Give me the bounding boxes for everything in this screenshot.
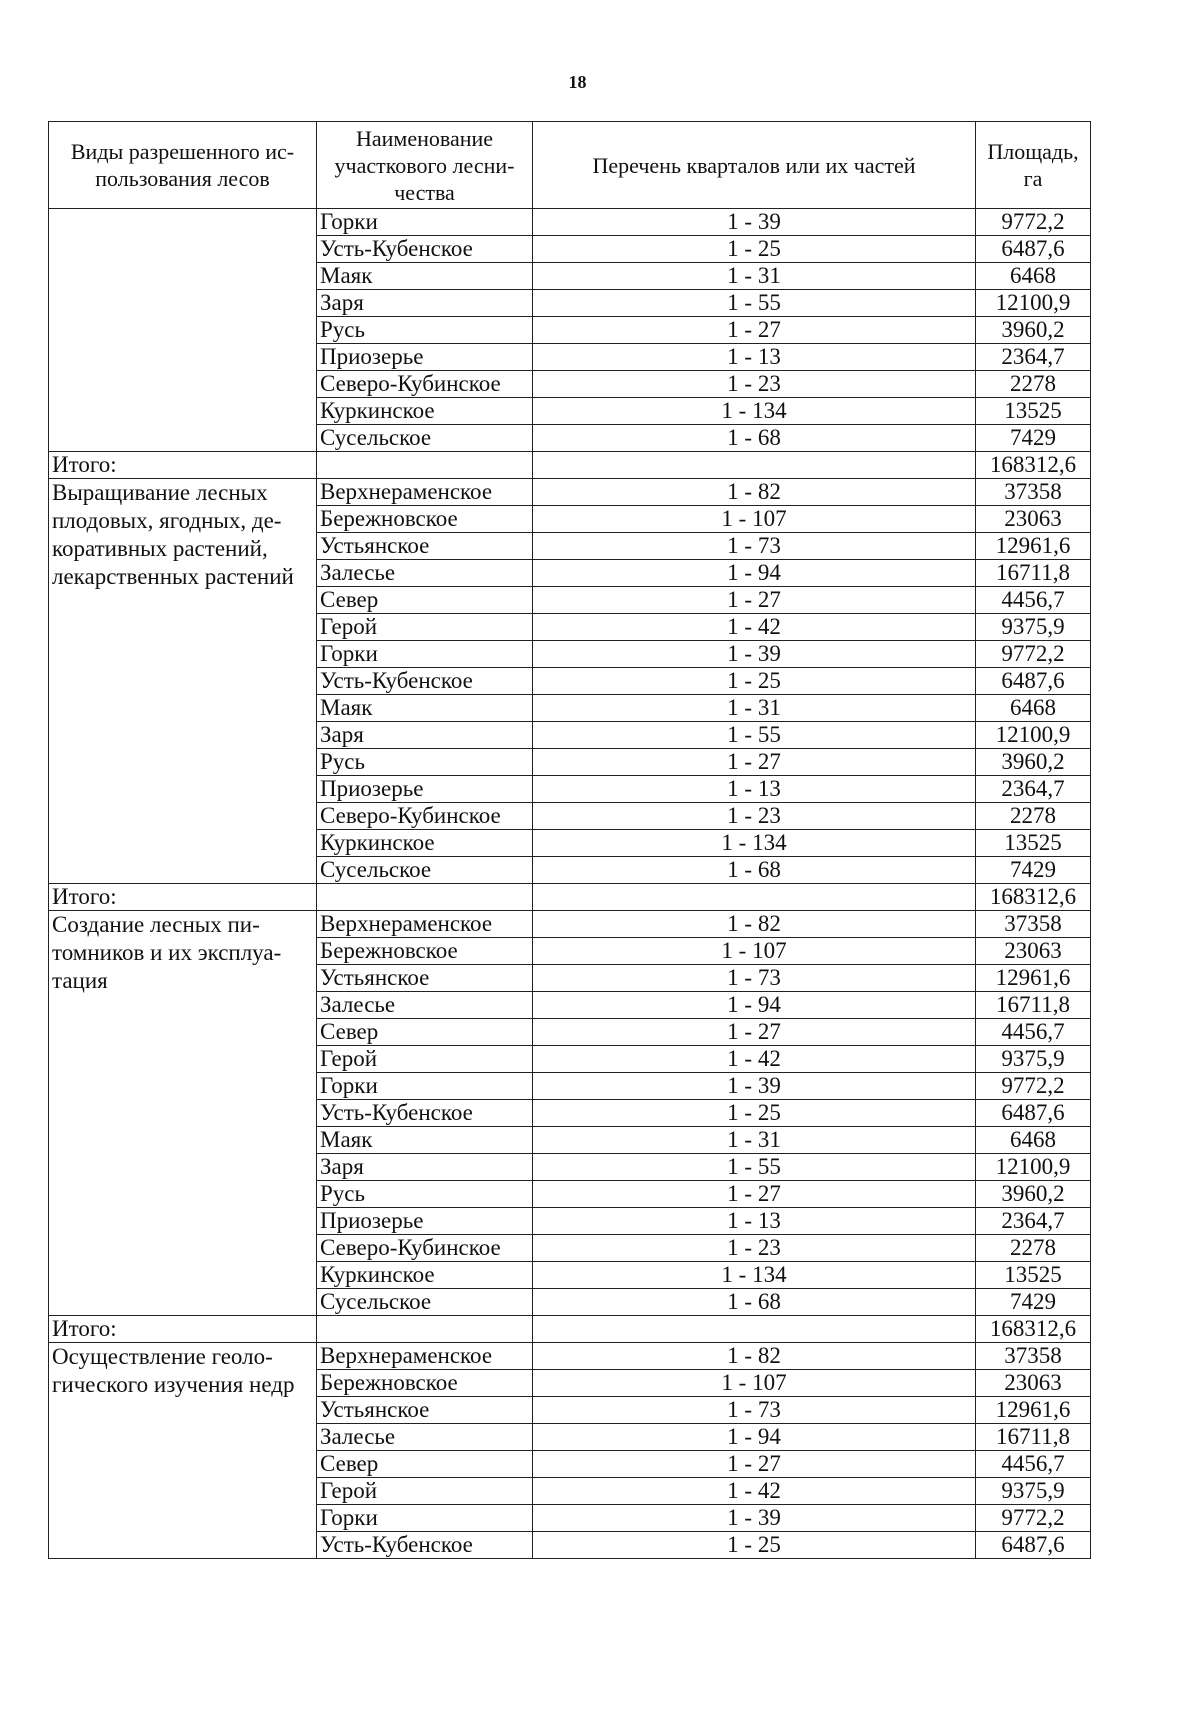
forestry-name-cell: Приозерье (317, 344, 533, 371)
forestry-name-cell: Маяк (317, 263, 533, 290)
total-row (49, 452, 1091, 479)
quarters-cell: 1 - 25 (533, 668, 976, 695)
quarters-cell: 1 - 25 (533, 236, 976, 263)
forestry-name-cell: Заря (317, 1154, 533, 1181)
area-cell: 4456,7 (976, 1019, 1091, 1046)
forestry-name-cell: Залесье (317, 560, 533, 587)
quarters-cell: 1 - 27 (533, 1181, 976, 1208)
quarters-cell: 1 - 55 (533, 722, 976, 749)
forestry-name-cell: Русь (317, 1181, 533, 1208)
quarters-cell: 1 - 13 (533, 1208, 976, 1235)
forestry-name-cell: Устьянское (317, 533, 533, 560)
quarters-cell: 1 - 39 (533, 1505, 976, 1532)
quarters-cell: 1 - 27 (533, 749, 976, 776)
area-cell: 6487,6 (976, 1100, 1091, 1127)
quarters-cell: 1 - 73 (533, 1397, 976, 1424)
quarters-cell: 1 - 39 (533, 209, 976, 236)
area-cell: 6487,6 (976, 1532, 1091, 1559)
table-body (49, 209, 1091, 1559)
area-cell: 2364,7 (976, 344, 1091, 371)
forestry-name-cell: Залесье (317, 1424, 533, 1451)
header-area: Площадь, га (976, 122, 1091, 209)
area-cell: 2278 (976, 803, 1091, 830)
area-cell: 9375,9 (976, 1046, 1091, 1073)
area-cell: 16711,8 (976, 1424, 1091, 1451)
forestry-name-cell: Приозерье (317, 1208, 533, 1235)
quarters-cell: 1 - 55 (533, 290, 976, 317)
area-cell: 3960,2 (976, 1181, 1091, 1208)
total-area-cell: 168312,6 (976, 884, 1091, 911)
area-cell: 9772,2 (976, 1505, 1091, 1532)
quarters-cell: 1 - 13 (533, 344, 976, 371)
header-quarters: Перечень кварталов или их частей (533, 122, 976, 209)
forestry-name-cell: Север (317, 1019, 533, 1046)
area-cell: 6468 (976, 695, 1091, 722)
quarters-cell: 1 - 134 (533, 1262, 976, 1289)
forestry-name-cell: Устьянское (317, 965, 533, 992)
quarters-cell: 1 - 107 (533, 938, 976, 965)
forestry-name-cell: Куркинское (317, 830, 533, 857)
forestry-name-cell: Сусельское (317, 425, 533, 452)
area-cell: 37358 (976, 1343, 1091, 1370)
use-type-cell (49, 209, 317, 452)
area-cell: 12961,6 (976, 1397, 1091, 1424)
forestry-name-cell: Герой (317, 1046, 533, 1073)
forestry-name-cell: Бережновское (317, 506, 533, 533)
forestry-name-cell: Приозерье (317, 776, 533, 803)
forestry-name-cell: Маяк (317, 695, 533, 722)
area-cell: 13525 (976, 398, 1091, 425)
empty-cell (317, 452, 533, 479)
total-label: Итого: (49, 452, 317, 479)
area-cell: 2364,7 (976, 1208, 1091, 1235)
empty-cell (533, 884, 976, 911)
area-cell: 12961,6 (976, 533, 1091, 560)
quarters-cell: 1 - 27 (533, 1019, 976, 1046)
forestry-name-cell: Верхнераменское (317, 1343, 533, 1370)
quarters-cell: 1 - 42 (533, 1046, 976, 1073)
quarters-cell: 1 - 68 (533, 857, 976, 884)
area-cell: 2278 (976, 371, 1091, 398)
total-area-cell: 168312,6 (976, 1316, 1091, 1343)
area-cell: 7429 (976, 425, 1091, 452)
forestry-name-cell: Куркинское (317, 398, 533, 425)
total-label: Итого: (49, 1316, 317, 1343)
quarters-cell: 1 - 25 (533, 1532, 976, 1559)
use-type-cell: Осуществление геоло-гического изучения недр (49, 1343, 317, 1559)
area-cell: 23063 (976, 1370, 1091, 1397)
forestry-name-cell: Горки (317, 209, 533, 236)
area-cell: 4456,7 (976, 1451, 1091, 1478)
forestry-name-cell: Бережновское (317, 938, 533, 965)
page-number: 18 (568, 72, 587, 92)
forestry-name-cell: Заря (317, 290, 533, 317)
forestry-name-cell: Верхнераменское (317, 911, 533, 938)
area-cell: 37358 (976, 911, 1091, 938)
quarters-cell: 1 - 107 (533, 1370, 976, 1397)
quarters-cell: 1 - 94 (533, 1424, 976, 1451)
quarters-cell: 1 - 27 (533, 587, 976, 614)
forestry-name-cell: Маяк (317, 1127, 533, 1154)
area-cell: 3960,2 (976, 317, 1091, 344)
quarters-cell: 1 - 42 (533, 614, 976, 641)
quarters-cell: 1 - 134 (533, 398, 976, 425)
table-row (49, 1343, 1091, 1370)
area-cell: 6487,6 (976, 668, 1091, 695)
area-cell: 9375,9 (976, 1478, 1091, 1505)
area-cell: 3960,2 (976, 749, 1091, 776)
quarters-cell: 1 - 73 (533, 965, 976, 992)
empty-cell (533, 452, 976, 479)
use-type-cell: Выращивание лесных плодовых, ягодных, де-коративных растений, лекарственных растений (49, 479, 317, 884)
area-cell: 6468 (976, 263, 1091, 290)
total-row (49, 1316, 1091, 1343)
quarters-cell: 1 - 73 (533, 533, 976, 560)
forestry-name-cell: Северо-Кубинское (317, 803, 533, 830)
area-cell: 23063 (976, 506, 1091, 533)
forestry-name-cell: Заря (317, 722, 533, 749)
quarters-cell: 1 - 107 (533, 506, 976, 533)
quarters-cell: 1 - 134 (533, 830, 976, 857)
forestry-name-cell: Горки (317, 1073, 533, 1100)
quarters-cell: 1 - 82 (533, 911, 976, 938)
total-area-cell: 168312,6 (976, 452, 1091, 479)
area-cell: 12961,6 (976, 965, 1091, 992)
forestry-name-cell: Верхнераменское (317, 479, 533, 506)
quarters-cell: 1 - 23 (533, 803, 976, 830)
empty-cell (317, 1316, 533, 1343)
empty-cell (317, 884, 533, 911)
quarters-cell: 1 - 23 (533, 1235, 976, 1262)
area-cell: 2364,7 (976, 776, 1091, 803)
quarters-cell: 1 - 31 (533, 1127, 976, 1154)
forestry-name-cell: Сусельское (317, 1289, 533, 1316)
forestry-name-cell: Русь (317, 317, 533, 344)
quarters-cell: 1 - 31 (533, 695, 976, 722)
quarters-cell: 1 - 27 (533, 317, 976, 344)
forestry-name-cell: Горки (317, 1505, 533, 1532)
quarters-cell: 1 - 82 (533, 1343, 976, 1370)
area-cell: 16711,8 (976, 992, 1091, 1019)
forestry-name-cell: Север (317, 1451, 533, 1478)
quarters-cell: 1 - 55 (533, 1154, 976, 1181)
area-cell: 4456,7 (976, 587, 1091, 614)
forestry-name-cell: Усть-Кубенское (317, 236, 533, 263)
empty-cell (533, 1316, 976, 1343)
forestry-name-cell: Север (317, 587, 533, 614)
forestry-name-cell: Герой (317, 614, 533, 641)
area-cell: 6468 (976, 1127, 1091, 1154)
area-cell: 37358 (976, 479, 1091, 506)
quarters-cell: 1 - 82 (533, 479, 976, 506)
quarters-cell: 1 - 68 (533, 1289, 976, 1316)
area-cell: 16711,8 (976, 560, 1091, 587)
forestry-name-cell: Сусельское (317, 857, 533, 884)
quarters-cell: 1 - 39 (533, 1073, 976, 1100)
area-cell: 12100,9 (976, 290, 1091, 317)
forestry-name-cell: Северо-Кубинское (317, 371, 533, 398)
forestry-name-cell: Бережновское (317, 1370, 533, 1397)
total-row (49, 884, 1091, 911)
area-cell: 12100,9 (976, 722, 1091, 749)
area-cell: 13525 (976, 1262, 1091, 1289)
quarters-cell: 1 - 25 (533, 1100, 976, 1127)
area-cell: 13525 (976, 830, 1091, 857)
quarters-cell: 1 - 31 (533, 263, 976, 290)
quarters-cell: 1 - 27 (533, 1451, 976, 1478)
area-cell: 9772,2 (976, 209, 1091, 236)
table-row (49, 911, 1091, 938)
forestry-name-cell: Горки (317, 641, 533, 668)
forest-use-table (48, 121, 1091, 1559)
forestry-name-cell: Залесье (317, 992, 533, 1019)
forestry-name-cell: Куркинское (317, 1262, 533, 1289)
quarters-cell: 1 - 94 (533, 560, 976, 587)
forestry-name-cell: Устьянское (317, 1397, 533, 1424)
total-label: Итого: (49, 884, 317, 911)
area-cell: 9772,2 (976, 641, 1091, 668)
quarters-cell: 1 - 23 (533, 371, 976, 398)
quarters-cell: 1 - 94 (533, 992, 976, 1019)
forestry-name-cell: Северо-Кубинское (317, 1235, 533, 1262)
area-cell: 23063 (976, 938, 1091, 965)
area-cell: 9772,2 (976, 1073, 1091, 1100)
table-row (49, 479, 1091, 506)
quarters-cell: 1 - 39 (533, 641, 976, 668)
area-cell: 12100,9 (976, 1154, 1091, 1181)
forestry-name-cell: Усть-Кубенское (317, 1532, 533, 1559)
quarters-cell: 1 - 13 (533, 776, 976, 803)
area-cell: 9375,9 (976, 614, 1091, 641)
header-forestry-name: Наименование участкового лесни-чества (317, 122, 533, 209)
header-use-type: Виды разрешенного ис-пользования лесов (49, 122, 317, 209)
table-header-row (49, 122, 1091, 209)
forestry-name-cell: Русь (317, 749, 533, 776)
forestry-name-cell: Герой (317, 1478, 533, 1505)
area-cell: 6487,6 (976, 236, 1091, 263)
area-cell: 7429 (976, 1289, 1091, 1316)
quarters-cell: 1 - 68 (533, 425, 976, 452)
area-cell: 2278 (976, 1235, 1091, 1262)
table-row (49, 209, 1091, 236)
area-cell: 7429 (976, 857, 1091, 884)
quarters-cell: 1 - 42 (533, 1478, 976, 1505)
forestry-name-cell: Усть-Кубенское (317, 668, 533, 695)
use-type-cell: Создание лесных пи-томников и их эксплуа-тация (49, 911, 317, 1316)
forestry-name-cell: Усть-Кубенское (317, 1100, 533, 1127)
